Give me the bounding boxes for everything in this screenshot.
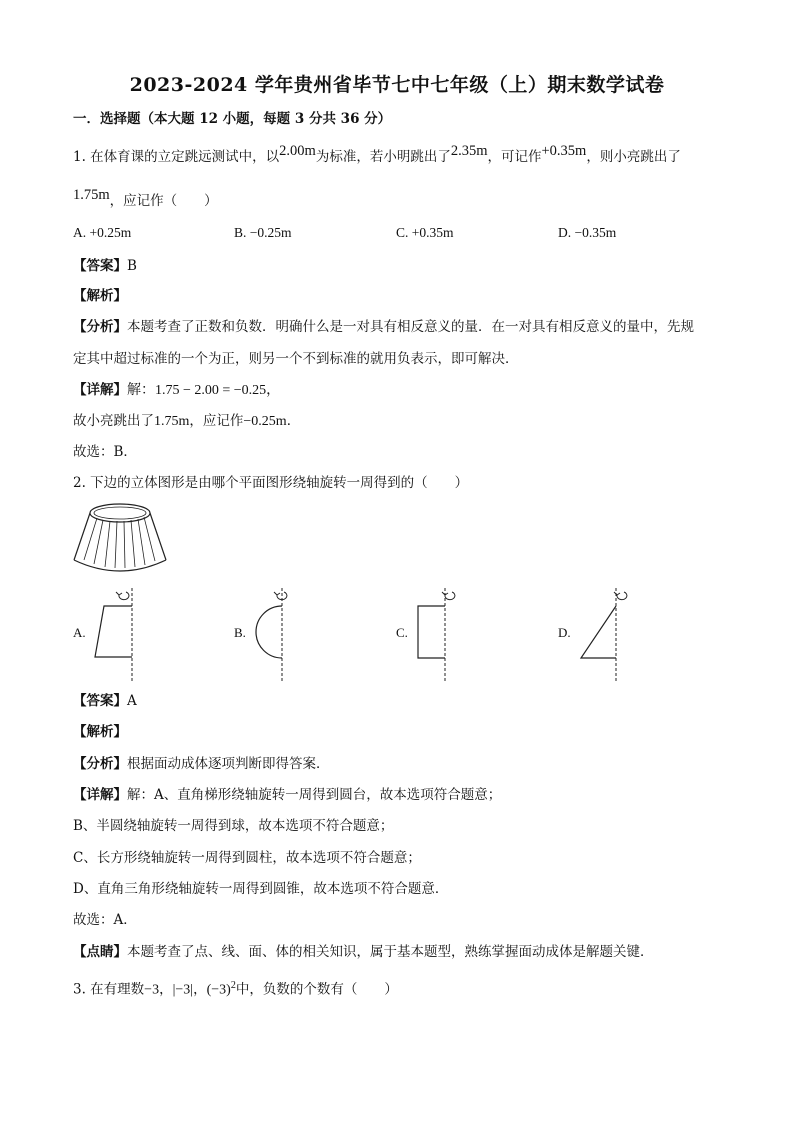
q3-math: |−3|	[172, 982, 194, 998]
q1-fenxi-line1	[73, 318, 694, 336]
q2-option-d-label: D.	[558, 625, 571, 640]
detail-text: 故小亮跳出了	[73, 413, 154, 429]
q3-stem	[73, 977, 398, 1000]
triangle-figure	[580, 584, 630, 684]
fenxi-text: 本题考查了正数和负数．明确什么是一对具有相反意义的量．在一对具有相反意义的量中，先规	[127, 319, 694, 335]
q3-text: 中，负数的个数有（ ）	[235, 981, 398, 998]
q1-stem-line2	[73, 187, 218, 210]
q3-math: −3	[144, 982, 160, 998]
q2-dianjing	[73, 943, 654, 961]
q1-math: 2.00m	[279, 143, 316, 159]
semicircle-figure	[250, 584, 300, 684]
detail-text: ，应记作	[189, 413, 244, 429]
q1-option-d: D. −0.35m	[558, 225, 617, 240]
fenxi-tag: 【分析】	[73, 756, 127, 772]
q1-math: 2.35m	[450, 143, 488, 159]
rectangle-figure	[412, 584, 462, 684]
q2-option-b-label: B.	[234, 625, 246, 640]
q3-text: 3. 在有理数	[73, 981, 145, 998]
detail-text: ．	[286, 413, 301, 429]
q3-text: ，	[193, 981, 207, 998]
trapezoid-figure	[92, 584, 142, 684]
q1-option-c: C. +0.35m	[396, 225, 454, 240]
q1-text: ，可记作	[487, 149, 542, 165]
q2-detail-line3: C、长方形绕轴旋转一周得到圆柱，故本选项不符合题意；	[73, 850, 421, 866]
answer-value: B	[127, 258, 137, 274]
q2-detail-line1	[73, 786, 501, 804]
q1-option-a: A. +0.25m	[73, 225, 132, 240]
answer-value: A	[127, 693, 137, 709]
q1-text: 1. 在体育课的立定跳远测试中，以	[73, 149, 280, 165]
q3-math: (−3)	[206, 982, 231, 998]
q2-answer	[73, 692, 137, 710]
q1-math: 1.75m	[73, 187, 110, 203]
detail-math: −0.25m	[243, 414, 287, 429]
q3-math-sup: 2	[230, 980, 236, 991]
q1-text: ，应记作（ ）	[109, 193, 218, 209]
detail-text: 解：1.75 − 2.00 = −0.25，	[127, 383, 281, 398]
q1-option-b: B. −0.25m	[234, 225, 292, 240]
page-title: 2023-2024 学年贵州省毕节七中七年级（上）期末数学试卷	[129, 74, 665, 96]
q2-choose: 故选：A．	[73, 912, 137, 928]
frustum-figure	[70, 500, 170, 580]
q1-math: +0.35m	[541, 143, 587, 159]
q1-stem-line1	[73, 143, 681, 166]
dianjing-text: 本题考查了点、线、面、体的相关知识，属于基本题型，熟练掌握面动成体是解题关键．	[127, 944, 654, 960]
q1-answer	[73, 257, 137, 275]
section-heading: 一．选择题（本大题 12 小题，每题 3 分共 36 分）	[73, 111, 392, 127]
detail-text: 解：A、直角梯形绕轴旋转一周得到圆台，故本选项符合题意；	[127, 787, 502, 803]
q1-text: 为标准，若小明跳出了	[315, 149, 451, 165]
q2-analysis-tag: 【解析】	[73, 724, 127, 740]
q3-text: ，	[159, 981, 173, 998]
detail-tag: 【详解】	[73, 382, 127, 398]
q1-fenxi-line2: 定其中超过标准的一个为正，则另一个不到标准的就用负表示，即可解决．	[73, 351, 519, 367]
fenxi-tag: 【分析】	[73, 319, 127, 335]
detail-tag: 【详解】	[73, 787, 127, 803]
q2-option-a-label: A.	[73, 625, 86, 640]
q2-detail-line2: B、半圆绕轴旋转一周得到球，故本选项不符合题意；	[73, 818, 394, 834]
fenxi-text: 根据面动成体逐项判断即得答案．	[127, 756, 330, 772]
q1-text: ，则小亮跳出了	[586, 149, 681, 165]
q1-choose: 故选：B．	[73, 444, 137, 460]
q1-detail-line2	[73, 412, 300, 431]
q2-detail-line4: D、直角三角形绕轴旋转一周得到圆锥，故本选项不符合题意．	[73, 881, 449, 897]
detail-math: 1.75m	[154, 414, 190, 429]
answer-tag: 【答案】	[73, 258, 127, 274]
q2-option-c-label: C.	[396, 625, 408, 640]
q1-analysis-tag: 【解析】	[73, 288, 127, 304]
q1-detail-line1	[73, 381, 280, 400]
q2-fenxi	[73, 755, 330, 773]
dianjing-tag: 【点睛】	[73, 944, 127, 960]
answer-tag: 【答案】	[73, 693, 127, 709]
q2-stem: 2. 下边的立体图形是由哪个平面图形绕轴旋转一周得到的（ ）	[73, 475, 469, 491]
